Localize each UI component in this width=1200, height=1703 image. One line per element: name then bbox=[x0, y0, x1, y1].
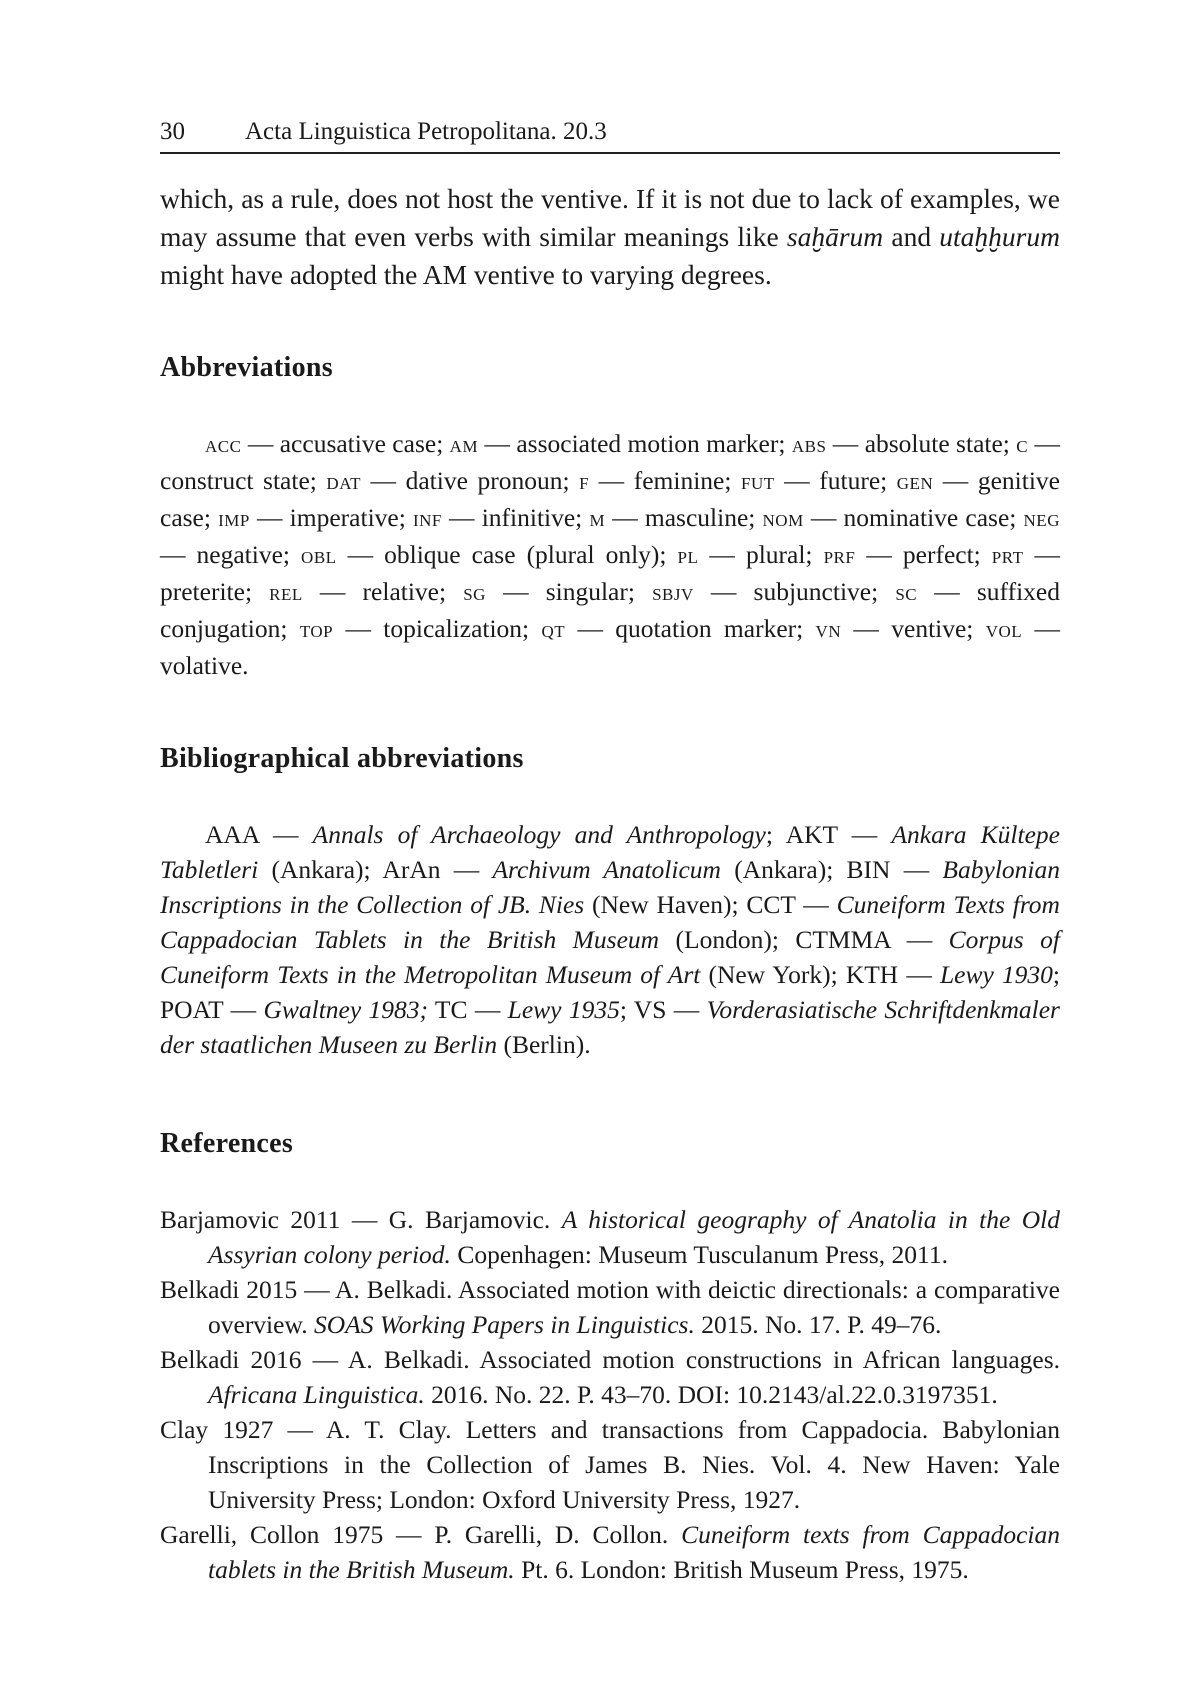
bib-abbreviation: AAA — bbox=[205, 820, 313, 849]
bib-place bbox=[428, 995, 435, 1024]
reference-entry bbox=[160, 1272, 1060, 1342]
page-number: 30 bbox=[160, 118, 245, 146]
page bbox=[160, 118, 1060, 1587]
bib-place: ; bbox=[620, 995, 634, 1024]
abbreviation-definition: — oblique case (plural only); bbox=[337, 540, 678, 569]
abbreviation-term: top bbox=[300, 617, 333, 643]
abbreviation-definition: — volative. bbox=[160, 614, 1060, 680]
abbreviation-term: c bbox=[1016, 432, 1028, 458]
reference-text: Belkadi 2016 — A. Belkadi. Associated motion constructions in African languages. bbox=[160, 1345, 1060, 1374]
abbreviations-heading: Abbreviations bbox=[160, 352, 1060, 384]
bibliographical-heading: Bibliographical abbreviations bbox=[160, 743, 1060, 775]
reference-entry bbox=[160, 1412, 1060, 1517]
reference-title: Cuneiform texts from Cappadocian tablets in the British Museum. bbox=[208, 1520, 1060, 1584]
abbreviation-definition: — suffixed conjugation; bbox=[160, 577, 1060, 643]
abbreviation-term: neg bbox=[1024, 506, 1060, 532]
abbreviation-term: rel bbox=[269, 580, 303, 606]
bib-title: Lewy 1935 bbox=[508, 995, 620, 1024]
abbreviation-term: acc bbox=[205, 432, 241, 458]
bib-place: ; bbox=[1053, 960, 1060, 989]
intro-paragraph bbox=[160, 180, 1060, 294]
abbreviation-term: inf bbox=[413, 506, 442, 532]
abbreviation-definition: — absolute state; bbox=[826, 429, 1016, 458]
reference-details: Copenhagen: Museum Tusculanum Press, 2011. bbox=[451, 1240, 948, 1269]
reference-text: Garelli, Collon 1975 — P. Garelli, D. Collon. bbox=[160, 1520, 681, 1549]
abbreviation-definition: — masculine; bbox=[605, 503, 762, 532]
reference-entry bbox=[160, 1342, 1060, 1412]
bib-title: Annals of Archaeology and Anthropology bbox=[313, 820, 766, 849]
intro-text-1: which, as a rule, does not host the ventive. If it is not due to lack of examples, we may assume that even verbs with similar meanings like bbox=[160, 183, 1060, 252]
bib-abbreviation: POAT — bbox=[160, 995, 263, 1024]
bib-abbreviation: AKT — bbox=[786, 820, 892, 849]
bib-title: Cuneiform Texts from Cappadocian Tablets in the British Museum bbox=[160, 890, 1060, 954]
bib-abbreviation: BIN — bbox=[847, 855, 943, 884]
bibliographical-list bbox=[160, 817, 1060, 1062]
bib-place: (London); bbox=[659, 925, 795, 954]
abbreviation-definition: — feminine; bbox=[589, 466, 741, 495]
abbreviation-term: am bbox=[450, 432, 478, 458]
abbreviation-definition: — associated motion marker; bbox=[478, 429, 792, 458]
abbreviation-definition: — perfect; bbox=[855, 540, 991, 569]
bib-place: (New York); bbox=[700, 960, 845, 989]
abbreviation-term: pl bbox=[678, 543, 699, 569]
abbreviation-term: nom bbox=[763, 506, 804, 532]
references-heading: References bbox=[160, 1128, 1060, 1160]
abbreviation-term: gen bbox=[897, 469, 933, 495]
reference-details: Pt. 6. London: British Museum Press, 1975. bbox=[515, 1555, 969, 1584]
reference-details: 2016. No. 22. P. 43–70. DOI: 10.2143/al.22.0.3197351. bbox=[425, 1380, 998, 1409]
reference-title: SOAS Working Papers in Linguistics. bbox=[314, 1310, 695, 1339]
bib-abbreviation: KTH — bbox=[846, 960, 940, 989]
abbreviation-definition: — accusative case; bbox=[241, 429, 449, 458]
abbreviation-term: qt bbox=[541, 617, 565, 643]
abbreviation-definition: — relative; bbox=[303, 577, 463, 606]
bib-title: Vorderasiatische Schriftdenkmaler der staatlichen Museen zu Berlin bbox=[160, 995, 1060, 1059]
abbreviation-term: sbjv bbox=[652, 580, 694, 606]
abbreviation-term: vn bbox=[816, 617, 842, 643]
abbreviation-definition: — infinitive; bbox=[442, 503, 590, 532]
abbreviation-definition: — singular; bbox=[486, 577, 652, 606]
bib-title: Ankara Kültepe Tabletleri bbox=[160, 820, 1060, 884]
bib-abbreviation: VS — bbox=[634, 995, 707, 1024]
abbreviation-definition: — subjunctive; bbox=[694, 577, 896, 606]
bib-place: (Berlin). bbox=[497, 1030, 590, 1059]
reference-details: 2015. No. 17. P. 49–76. bbox=[695, 1310, 942, 1339]
abbreviation-term: obl bbox=[301, 543, 337, 569]
abbreviation-term: prf bbox=[824, 543, 856, 569]
bib-place: ; bbox=[766, 820, 786, 849]
bib-abbreviation: CCT — bbox=[746, 890, 836, 919]
reference-entry bbox=[160, 1202, 1060, 1272]
abbreviation-definition: — genitive case; bbox=[160, 466, 1060, 532]
journal-title: Acta Linguistica Petropolitana. 20.3 bbox=[245, 118, 607, 146]
abbreviation-definition: — plural; bbox=[698, 540, 823, 569]
intro-term-1: saḫārum bbox=[787, 221, 883, 252]
abbreviation-term: fut bbox=[741, 469, 775, 495]
bib-title: Corpus of Cuneiform Texts in the Metropolitan Museum of Art bbox=[160, 925, 1060, 989]
abbreviation-term: imp bbox=[218, 506, 250, 532]
abbreviation-term: sc bbox=[895, 580, 917, 606]
abbreviation-definition: — preterite; bbox=[160, 540, 1060, 606]
intro-term-2: utaḫḫurum bbox=[939, 221, 1060, 252]
reference-title: Africana Linguistica. bbox=[208, 1380, 425, 1409]
abbreviation-definition: — future; bbox=[775, 466, 897, 495]
bib-title: Babylonian Inscriptions in the Collection of JB. Nies bbox=[160, 855, 1060, 919]
bib-abbreviation: TC — bbox=[435, 995, 508, 1024]
abbreviation-definition: — negative; bbox=[160, 540, 301, 569]
abbreviations-list bbox=[160, 426, 1060, 683]
bib-title: Lewy 1930 bbox=[940, 960, 1053, 989]
abbreviation-term: dat bbox=[326, 469, 361, 495]
bib-title: Gwaltney 1983; bbox=[263, 995, 428, 1024]
bib-title: Archivum Anatolicum bbox=[492, 855, 721, 884]
bib-abbreviation: CTMMA — bbox=[795, 925, 948, 954]
bib-place: (New Haven); bbox=[584, 890, 746, 919]
abbreviation-term: prt bbox=[992, 543, 1024, 569]
intro-text-2: and bbox=[883, 221, 939, 252]
abbreviation-definition: — topicalization; bbox=[333, 614, 541, 643]
abbreviation-term: f bbox=[579, 469, 589, 495]
abbreviation-term: abs bbox=[792, 432, 827, 458]
abbreviation-term: sg bbox=[463, 580, 486, 606]
abbreviation-definition: — ventive; bbox=[841, 614, 986, 643]
running-head bbox=[160, 118, 1060, 154]
abbreviation-definition: — nominative case; bbox=[804, 503, 1024, 532]
bib-place: (Ankara); bbox=[258, 855, 382, 884]
abbreviation-term: vol bbox=[986, 617, 1022, 643]
reference-title: A historical geography of Anatolia in the Old Assyrian colony period. bbox=[208, 1205, 1060, 1269]
intro-text-3: might have adopted the AM ventive to varying degrees. bbox=[160, 259, 772, 290]
reference-text: Clay 1927 — A. T. Clay. Letters and transactions from Cappadocia. Babylonian Inscriptions in the Collection of James B. Nies. Vol. 4. New Haven: Yale University Press; London: Oxford University Press, 1927. bbox=[160, 1415, 1060, 1514]
abbreviation-definition: — quotation marker; bbox=[565, 614, 815, 643]
abbreviation-definition: — imperative; bbox=[250, 503, 413, 532]
reference-text: Barjamovic 2011 — G. Barjamovic. bbox=[160, 1205, 562, 1234]
reference-text: Belkadi 2015 — A. Belkadi. Associated motion with deictic directionals: a comparative overview. bbox=[160, 1275, 1060, 1339]
bib-abbreviation: ArAn — bbox=[382, 855, 492, 884]
references-list bbox=[160, 1202, 1060, 1587]
reference-entry bbox=[160, 1517, 1060, 1587]
abbreviation-definition: — dative pronoun; bbox=[361, 466, 579, 495]
abbreviation-term: m bbox=[589, 506, 605, 532]
abbreviation-definition: — construct state; bbox=[160, 429, 1060, 495]
bib-place: (Ankara); bbox=[721, 855, 847, 884]
